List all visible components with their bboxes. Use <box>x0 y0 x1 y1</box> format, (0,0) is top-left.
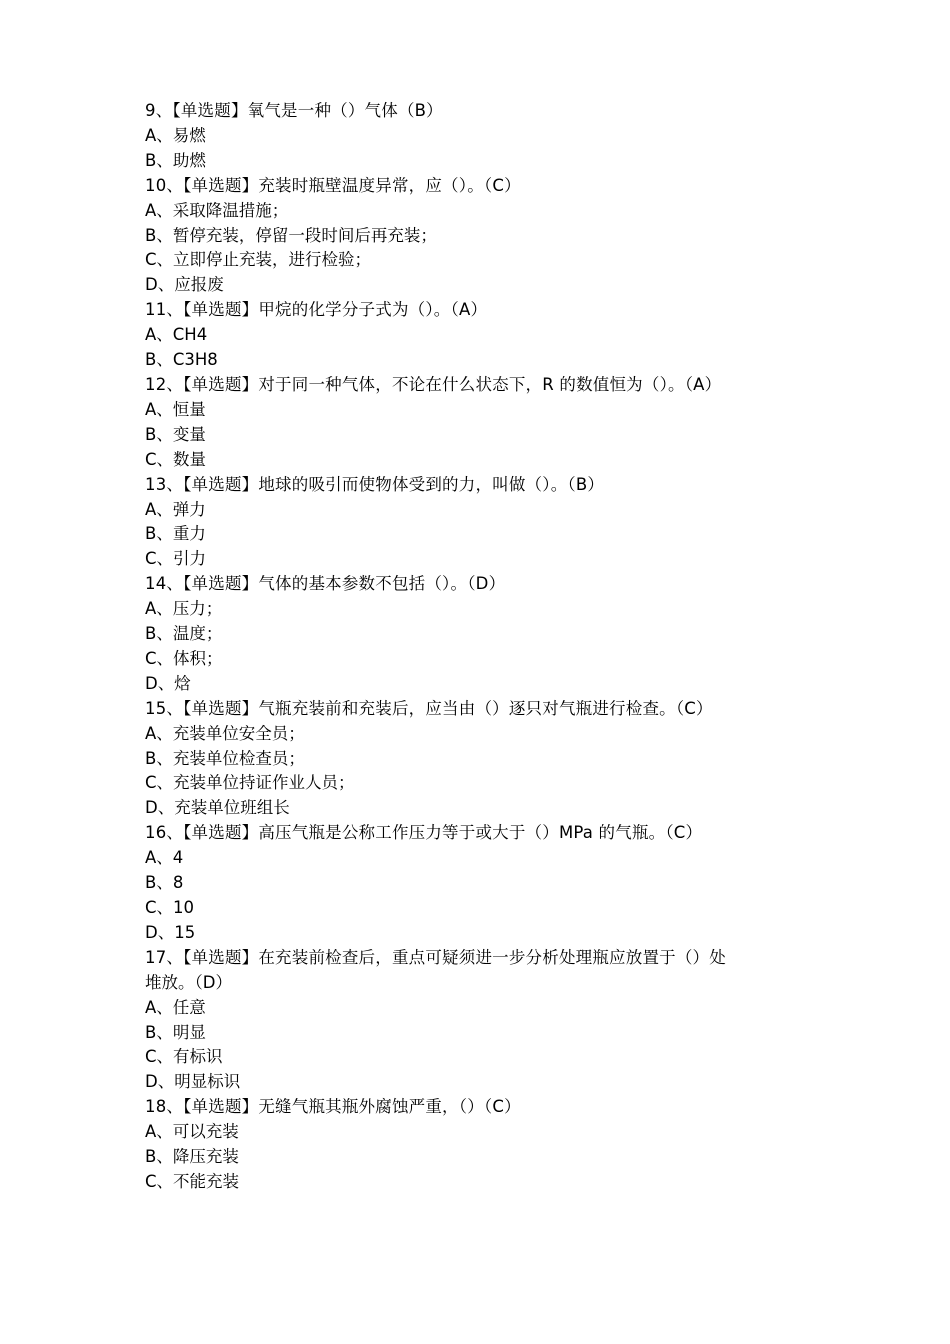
question-stem-continuation: 堆放。（D） <box>145 972 232 992</box>
option: B、降压充装 <box>145 1147 239 1167</box>
option: B、充装单位检查员； <box>145 748 305 768</box>
option: D、焓 <box>145 673 191 693</box>
option: A、易燃 <box>145 125 206 145</box>
question-stem: 15、【单选题】气瓶充装前和充装后，应当由（）逐只对气瓶进行检查。（C） <box>145 698 713 718</box>
question-stem: 9、【单选题】氧气是一种（）气体（B） <box>145 101 443 120</box>
option: A、弹力 <box>145 499 206 519</box>
option: C、立即停止充装，进行检验； <box>145 250 372 270</box>
option: B、温度； <box>145 624 223 644</box>
option: D、明显标识 <box>145 1072 241 1092</box>
option: B、暂停充装，停留一段时间后再充装； <box>145 225 437 245</box>
option: A、充装单位安全员； <box>145 723 305 743</box>
option: A、任意 <box>145 997 206 1017</box>
question-block <box>145 473 815 573</box>
question-block <box>145 99 815 174</box>
option: A、可以充装 <box>145 1122 239 1142</box>
option: D、充装单位班组长 <box>145 798 290 818</box>
option: C、不能充装 <box>145 1171 240 1191</box>
option: B、8 <box>145 873 184 893</box>
option: B、变量 <box>145 424 206 444</box>
question-block <box>145 946 815 1095</box>
question-stem: 17、【单选题】在充装前检查后，重点可疑须进一步分析处理瓶应放置于（）处 <box>145 947 726 967</box>
question-stem: 16、【单选题】高压气瓶是公称工作压力等于或大于（）MPa 的气瓶。（C） <box>145 823 703 843</box>
option: A、4 <box>145 848 184 868</box>
option: D、应报废 <box>145 275 224 295</box>
option: B、明显 <box>145 1022 206 1042</box>
question-stem: 11、【单选题】甲烷的化学分子式为（）。（A） <box>145 300 488 320</box>
option: C、体积； <box>145 648 223 668</box>
option: B、C3H8 <box>145 350 218 370</box>
question-block <box>145 1095 815 1195</box>
option: B、重力 <box>145 524 206 544</box>
question-stem: 12、【单选题】对于同一种气体，不论在什么状态下，R 的数值恒为（）。（A） <box>145 374 722 394</box>
option: C、10 <box>145 898 195 917</box>
question-block <box>145 373 815 473</box>
question-stem: 14、【单选题】气体的基本参数不包括（）。（D） <box>145 574 506 594</box>
question-block <box>145 572 815 697</box>
option: A、恒量 <box>145 399 206 419</box>
option: B、助燃 <box>145 150 206 170</box>
option: D、15 <box>145 922 196 942</box>
question-block <box>145 298 815 373</box>
option: A、采取降温措施； <box>145 200 289 220</box>
question-block <box>145 697 815 822</box>
option: C、有标识 <box>145 1047 223 1067</box>
question-stem: 10、【单选题】充装时瓶壁温度异常，应（）。（C） <box>145 175 521 195</box>
option: C、数量 <box>145 449 207 469</box>
option: C、充装单位持证作业人员； <box>145 773 355 793</box>
question-stem: 18、【单选题】无缝气瓶其瓶外腐蚀严重，（）（C） <box>145 1097 521 1117</box>
question-stem: 13、【单选题】地球的吸引而使物体受到的力，叫做（）。（B） <box>145 474 605 494</box>
option: A、压力； <box>145 599 223 619</box>
question-block <box>145 174 815 299</box>
option: A、CH4 <box>145 325 208 345</box>
question-block <box>145 821 815 946</box>
document-body <box>145 99 815 1195</box>
option: C、引力 <box>145 549 207 569</box>
